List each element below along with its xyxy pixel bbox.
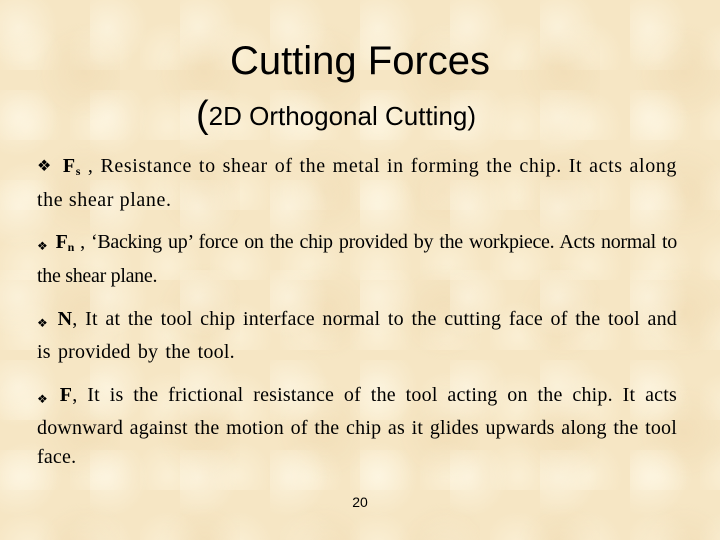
bullet-shear-force	[37, 152, 677, 215]
slide-title: Cutting Forces	[229, 39, 491, 83]
bullet-text: , It is the frictional resistance of the tool acting on the chip. It acts downward against the motion of the chip as it glides upwards along the tool face.	[37, 384, 677, 468]
bullet-text: , ‘Backing up’ force on the chip provided by the workpiece. Acts normal to the shear plane.	[37, 231, 677, 287]
force-symbol: $F_s$	[62, 155, 81, 178]
slide-subtitle	[196, 92, 476, 139]
diamond-bullet-icon: ❖	[37, 158, 52, 175]
bullet-tool-normal-force	[37, 305, 677, 367]
bullet-text: , Resistance to shear of the metal in forming the chip. It acts along the shear plane.	[37, 155, 677, 211]
page-number: 20	[352, 494, 368, 510]
subtitle-text: 2D Orthogonal Cutting)	[208, 101, 477, 131]
subtitle-open-paren: (	[196, 94, 209, 136]
diamond-bullet-icon: ❖	[37, 316, 48, 330]
bullet-text: , It at the tool chip interface normal to the cutting face of the tool and is provided by the tool.	[37, 308, 677, 363]
diamond-bullet-icon: ❖	[37, 239, 48, 253]
force-symbol: F	[59, 384, 73, 406]
force-symbol: N	[57, 308, 73, 330]
bullet-normal-force	[37, 228, 677, 291]
force-symbol: $F_n$	[55, 231, 74, 254]
bullet-friction-force	[37, 381, 677, 472]
diamond-bullet-icon: ❖	[37, 392, 48, 406]
